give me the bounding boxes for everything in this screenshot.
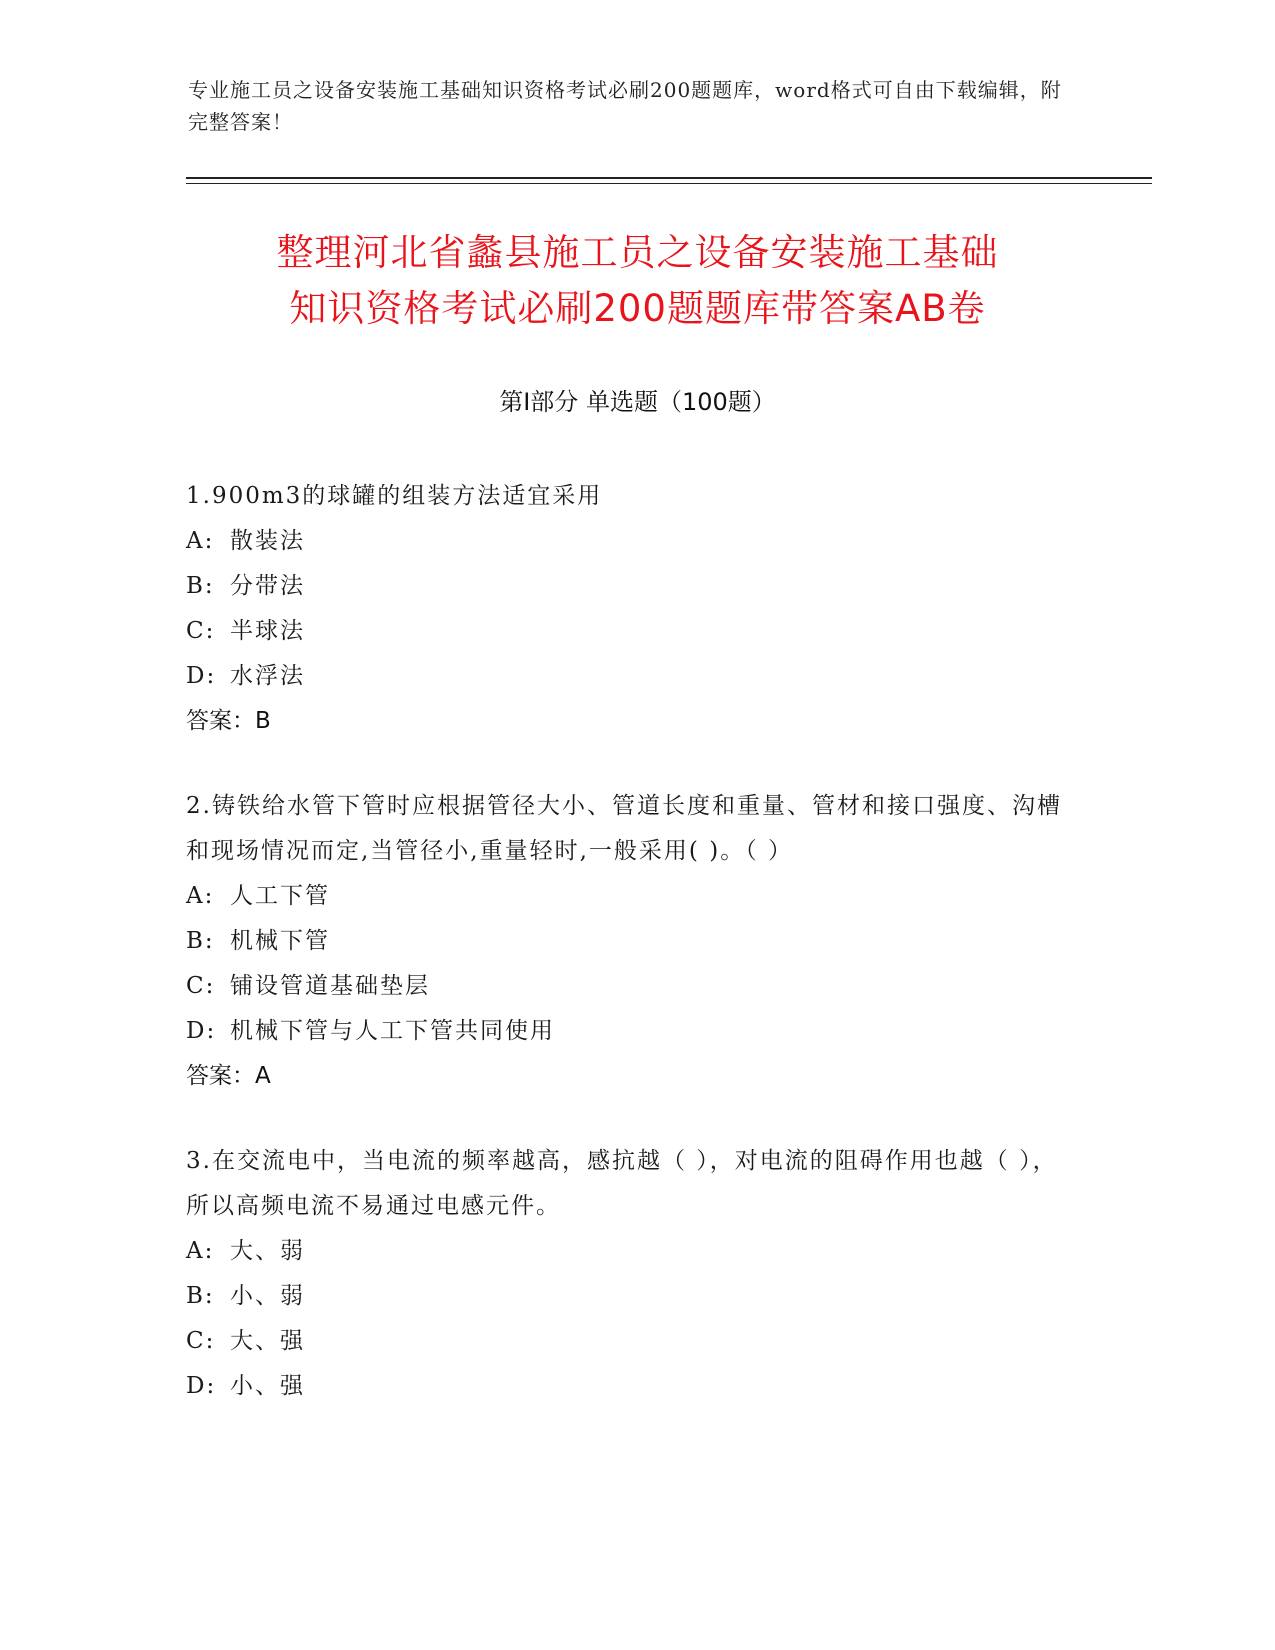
option-text: 水浮法 (230, 663, 305, 689)
option-b (186, 919, 1076, 964)
option-text: 人工下管 (230, 883, 330, 909)
question-list (186, 474, 1076, 1449)
option-letter: A: (186, 1238, 215, 1264)
document-title (150, 225, 1125, 337)
option-b (186, 1274, 1076, 1319)
option-c (186, 609, 1076, 654)
answer: 答案：B (186, 708, 271, 734)
option-text: 机械下管 (230, 928, 330, 954)
option-letter: D: (186, 663, 217, 689)
title-line-1: 整理河北省蠡县施工员之设备安装施工基础 (276, 231, 999, 274)
question-stem: 3.在交流电中，当电流的频率越高，感抗越（ ），对电流的阻碍作用也越（ ），所以高频电流不易通过电感元件。 (186, 1148, 1058, 1219)
option-d (186, 1009, 1076, 1054)
option-c (186, 1319, 1076, 1364)
title-line-2: 知识资格考试必刷200题题库带答案AB卷 (289, 287, 986, 330)
option-letter: C: (186, 618, 216, 644)
option-letter: B: (186, 1283, 215, 1309)
option-letter: D: (186, 1018, 217, 1044)
option-letter: B: (186, 928, 215, 954)
option-letter: A: (186, 528, 215, 554)
option-letter: B: (186, 573, 215, 599)
question-3 (186, 1139, 1076, 1409)
option-text: 大、强 (230, 1328, 305, 1354)
header-note: 专业施工员之设备安装施工基础知识资格考试必刷200题题库，word格式可自由下载编辑，附完整答案！ (188, 78, 1062, 134)
option-b (186, 564, 1076, 609)
option-d (186, 654, 1076, 699)
option-d (186, 1364, 1076, 1409)
header-divider-thick (186, 177, 1152, 179)
answer: 答案：A (186, 1063, 271, 1089)
section-title: 第I部分 单选题（100题） (499, 388, 776, 416)
question-stem: 2.铸铁给水管下管时应根据管径大小、管道长度和重量、管材和接口强度、沟槽和现场情况而定,当管径小,重量轻时,一般采用( )。（ ） (186, 793, 1062, 864)
option-text: 机械下管与人工下管共同使用 (230, 1018, 555, 1044)
option-text: 半球法 (230, 618, 305, 644)
option-text: 分带法 (230, 573, 305, 599)
header-divider-thin (186, 183, 1152, 184)
question-2 (186, 784, 1076, 1099)
option-letter: A: (186, 883, 215, 909)
option-text: 散装法 (230, 528, 305, 554)
option-letter: D: (186, 1373, 217, 1399)
option-a (186, 874, 1076, 919)
option-c (186, 964, 1076, 1009)
option-text: 大、弱 (230, 1238, 305, 1264)
option-a (186, 519, 1076, 564)
option-text: 小、强 (230, 1373, 305, 1399)
question-stem: 1.900m3的球罐的组装方法适宜采用 (186, 483, 603, 509)
option-letter: C: (186, 973, 216, 999)
question-1 (186, 474, 1076, 744)
option-text: 小、弱 (230, 1283, 305, 1309)
option-a (186, 1229, 1076, 1274)
option-letter: C: (186, 1328, 216, 1354)
option-text: 铺设管道基础垫层 (230, 973, 430, 999)
